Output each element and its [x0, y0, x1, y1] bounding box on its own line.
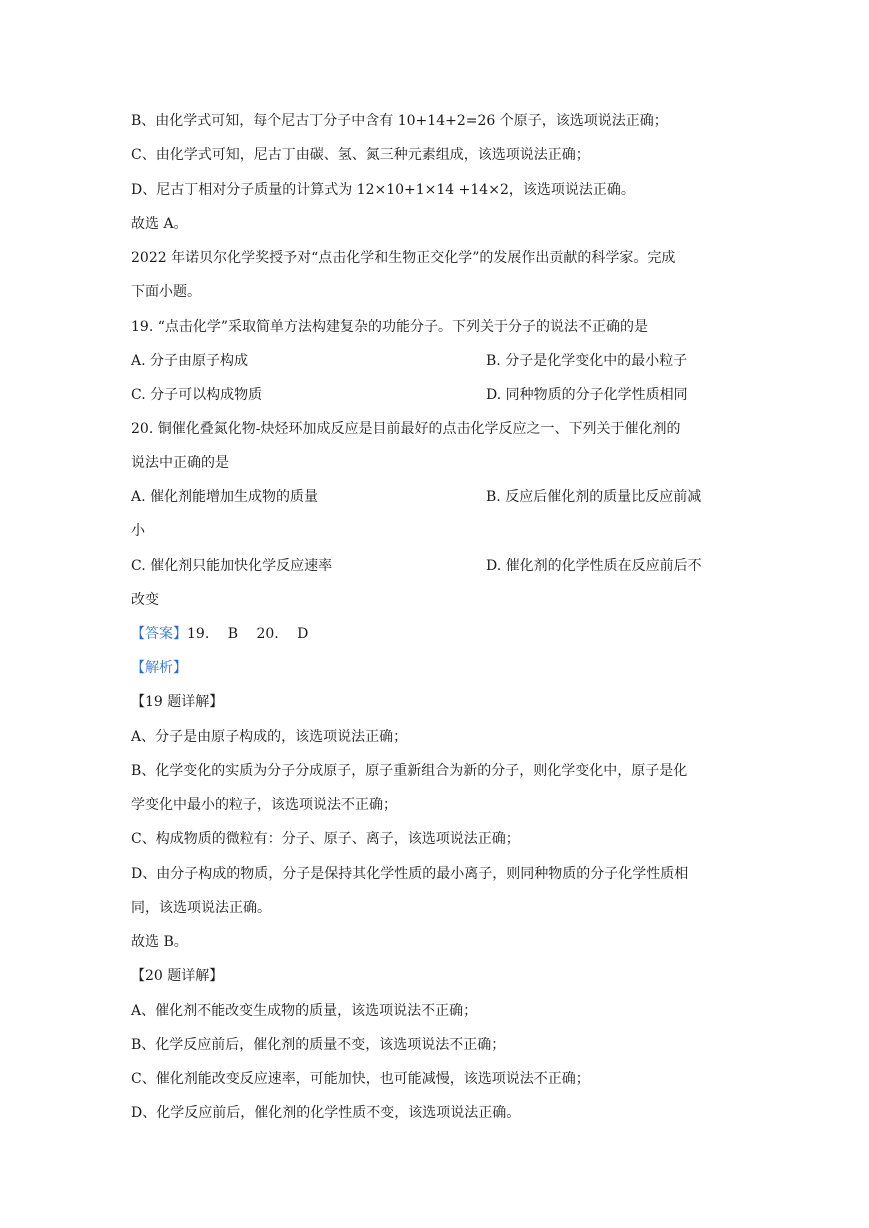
- text-line: 学变化中最小的粒子，该选项说法不正确；: [131, 797, 397, 813]
- text-line: D、由分子构成的物质，分子是保持其化学性质的最小离子，则同种物质的分子化学性质相: [131, 866, 689, 882]
- answer-tag: 【答案】: [131, 626, 187, 642]
- text-line: B、由化学式可知，每个尼古丁分子中含有 10+14+2=26 个原子，该选项说法正确；: [131, 113, 668, 129]
- text-line: D、尼古丁相对分子质量的计算式为 12×10+1×14 +14×2，该选项说法正确。: [131, 182, 635, 198]
- option-19-c: C. 分子可以构成物质: [131, 387, 263, 403]
- option-19-a: A. 分子由原子构成: [131, 353, 249, 369]
- option-19-b: B. 分子是化学变化中的最小粒子: [486, 353, 688, 369]
- answer-text: 19. B 20. D: [187, 626, 309, 642]
- text-line: 同，该选项说法正确。: [131, 900, 271, 916]
- text-line: 下面小题。: [131, 284, 201, 300]
- section-heading-19: 【19 题详解】: [131, 694, 224, 710]
- option-20-c: C. 催化剂只能加快化学反应速率: [131, 558, 333, 574]
- option-20-b-cont: 小: [131, 523, 145, 539]
- text-line: C、构成物质的微粒有：分子、原子、离子，该选项说法正确；: [131, 831, 520, 847]
- text-line: B、化学反应前后，催化剂的质量不变，该选项说法不正确；: [131, 1037, 506, 1053]
- analysis-tag: 【解析】: [131, 660, 187, 676]
- text-line: 2022 年诺贝尔化学奖授予对“点击化学和生物正交化学”的发展作出贡献的科学家。完成: [131, 250, 676, 266]
- text-line: C、催化剂能改变反应速率，可能加快，也可能减慢，该选项说法不正确；: [131, 1071, 590, 1087]
- text-line: A、催化剂不能改变生成物的质量，该选项说法不正确；: [131, 1003, 478, 1019]
- question-19: 19. “点击化学”采取简单方法构建复杂的功能分子。下列关于分子的说法不正确的是: [131, 319, 649, 335]
- text-line: A、分子是由原子构成的，该选项说法正确；: [131, 729, 408, 745]
- text-line: C、由化学式可知，尼古丁由碳、氢、氮三种元素组成，该选项说法正确；: [131, 147, 590, 163]
- option-20-d: D. 催化剂的化学性质在反应前后不: [486, 558, 702, 574]
- option-20-a: A. 催化剂能增加生成物的质量: [131, 489, 319, 505]
- section-heading-20: 【20 题详解】: [131, 968, 224, 984]
- text-line: 故选 A。: [131, 216, 188, 232]
- text-line: 故选 B。: [131, 934, 188, 950]
- text-line: D、化学反应前后，催化剂的化学性质不变，该选项说法正确。: [131, 1105, 521, 1121]
- option-20-b: B. 反应后催化剂的质量比反应前减: [486, 489, 702, 505]
- text-line: B、化学变化的实质为分子分成原子，原子重新组合为新的分子，则化学变化中，原子是化: [131, 763, 688, 779]
- answer-line: [131, 624, 308, 644]
- option-19-d: D. 同种物质的分子化学性质相同: [486, 387, 688, 403]
- question-20-cont: 说法中正确的是: [131, 455, 229, 471]
- question-20: 20. 铜催化叠氮化物-炔烃环加成反应是目前最好的点击化学反应之一、下列关于催化剂的: [131, 421, 681, 437]
- option-20-d-cont: 改变: [131, 592, 159, 608]
